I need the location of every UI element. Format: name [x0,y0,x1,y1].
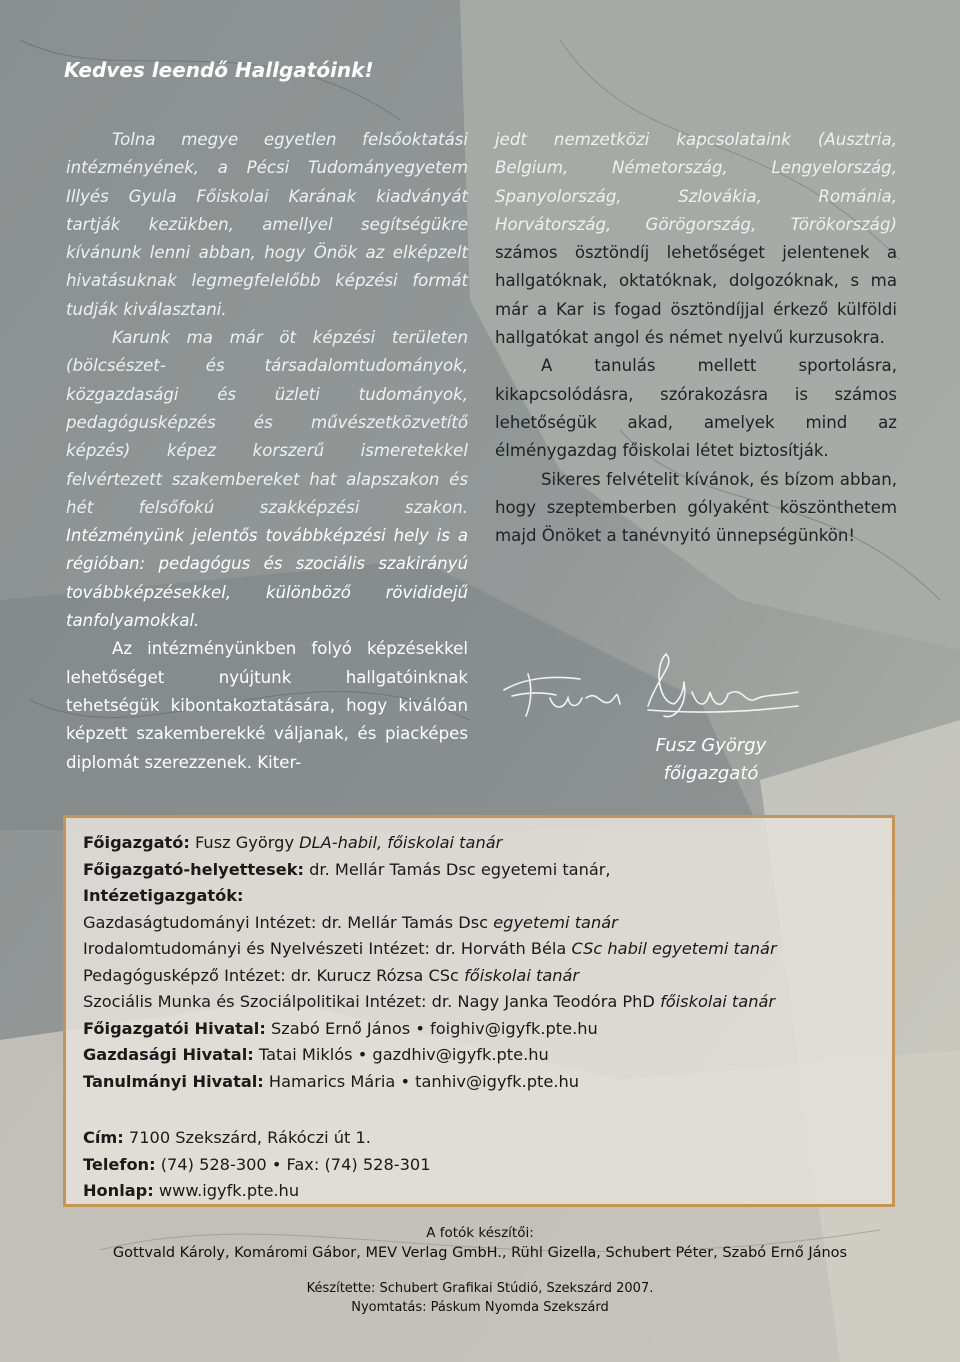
institutes-heading: Intézetigazgatók: [83,886,244,905]
office-line: Gazdasági Hivatal: Tatai Miklós • gazdhiv@igyfk.pte.hu [83,1045,549,1064]
photo-credits-title: A fotók készítői: [426,1225,534,1241]
office-line: Tanulmányi Hivatal: Hamarics Mária • tanhiv@igyfk.pte.hu [83,1071,580,1091]
further-training-text: Intézményünk jelentős továbbképzési hely is a régióban: pedagógus és szociális szakirányú továbbképzésekkel, különböző rövididejű tanfolyamokkal. [66,526,468,631]
contact-info-box [63,815,895,1207]
scholarship-text: számos ösztöndíj lehetőséget jelentenek a hallgatóknak, oktatóknak, dolgozóknak, s ma már a Kar is fogad ösztöndíjjal érkező külföldi hallgatókat angol és német nyelvű kurzusokra. [495,243,897,348]
international-paragraph [495,126,897,352]
intro-paragraph: Tolna megye egyetlen felsőoktatási intézményének, a Pécsi Tudományegyetem Illyés Gyula Főiskolai Karának kiadványát tartják kezükben, amellyel segítségükre kívánunk lenni abban, hogy Önök az elképzelt hivatásuknak legmegfelelőbb képzési formát tudják kiválasztani. [66,130,468,319]
office-line: Főigazgatói Hivatal: Szabó Ernő János • foighiv@igyfk.pte.hu [83,1018,598,1038]
print-info [0,1279,960,1317]
address-line: Cím: 7100 Szekszárd, Rákóczi út 1. [83,1128,371,1147]
handwritten-signature [498,646,803,722]
signer-name: Fusz György [655,735,767,756]
signer-block [560,732,862,788]
training-paragraph [66,324,468,635]
photo-credits-names: Gottvald Károly, Komáromi Gábor, MEV Verlag GmbH., Rühl Gizella, Schubert Péter, Szabó Ernő János [112,1245,848,1261]
leisure-paragraph: A tanulás mellett sportolásra, kikapcsolódásra, szórakozásra is számos lehetőségük akad, amelyek mind az élménygazdag főiskolai létet biztosítják. [495,356,897,461]
institute-line: Gazdaságtudományi Intézet: dr. Mellár Tamás Dsc egyetemi tanár [83,912,618,932]
right-column [495,126,897,550]
left-column [66,126,468,777]
institute-line: Irodalomtudományi és Nyelvészeti Intézet: dr. Horváth Béla CSc habil egyetemi tanár [83,939,777,958]
international-relations-text: jedt nemzetközi kapcsolataink (Ausztria, Belgium, Németország, Lengyelország, Spanyolország, Szlovákia, Románia, Horvátország, Görögország, Törökország) [495,130,897,234]
training-text: Karunk ma már öt képzési területen (bölcsészet- és társadalomtudományok, közgazdasági és üzleti tudományok, pedagógusképzés és művészetközvetítő képzés) képez korszerű ismeretekkel felvértezett szakembereket hat alapszakon és hét felsőfokú szakképzési szakon. [66,328,468,517]
signer-title: főigazgató [663,763,759,784]
printing-line: Nyomtatás: Páskum Nyomda Szekszárd [351,1300,609,1315]
institute-line: Pedagógusképző Intézet: dr. Kurucz Rózsa CSc főiskolai tanár [83,965,580,985]
spacer [83,1095,875,1125]
photo-credits [0,1223,960,1264]
deputies-line: Főigazgató-helyettesek: dr. Mellár Tamás Dsc egyetemi tanár, [83,859,611,879]
opportunity-paragraph: Az intézményünkben folyó képzésekkel lehetőséget nyújtunk hallgatóinknak tehetségük kibontakoztatására, hogy kiválóan képzett szakemberekké váljanak, és piacképes diplomát szerezzenek. Kiter- [66,639,468,772]
phone-line: Telefon: (74) 528-300 • Fax: (74) 528-301 [83,1154,431,1174]
institute-line: Szociális Munka és Szociálpolitikai Intézet: dr. Nagy Janka Teodóra PhD főiskolai tanár [83,992,776,1011]
closing-paragraph: Sikeres felvételit kívánok, és bízom abban, hogy szeptemberben gólyaként köszönthetem majd Önöket a tanévnyitó ünnepségünkön! [495,469,897,546]
made-by-line: Készítette: Schubert Grafikai Stúdió, Szekszárd 2007. [306,1281,654,1296]
director-line: Főigazgató: Fusz György DLA-habil, főiskolai tanár [83,833,503,852]
greeting-heading: Kedves leendő Hallgatóink! [64,58,374,82]
website-line: Honlap: www.igyfk.pte.hu [83,1181,300,1200]
